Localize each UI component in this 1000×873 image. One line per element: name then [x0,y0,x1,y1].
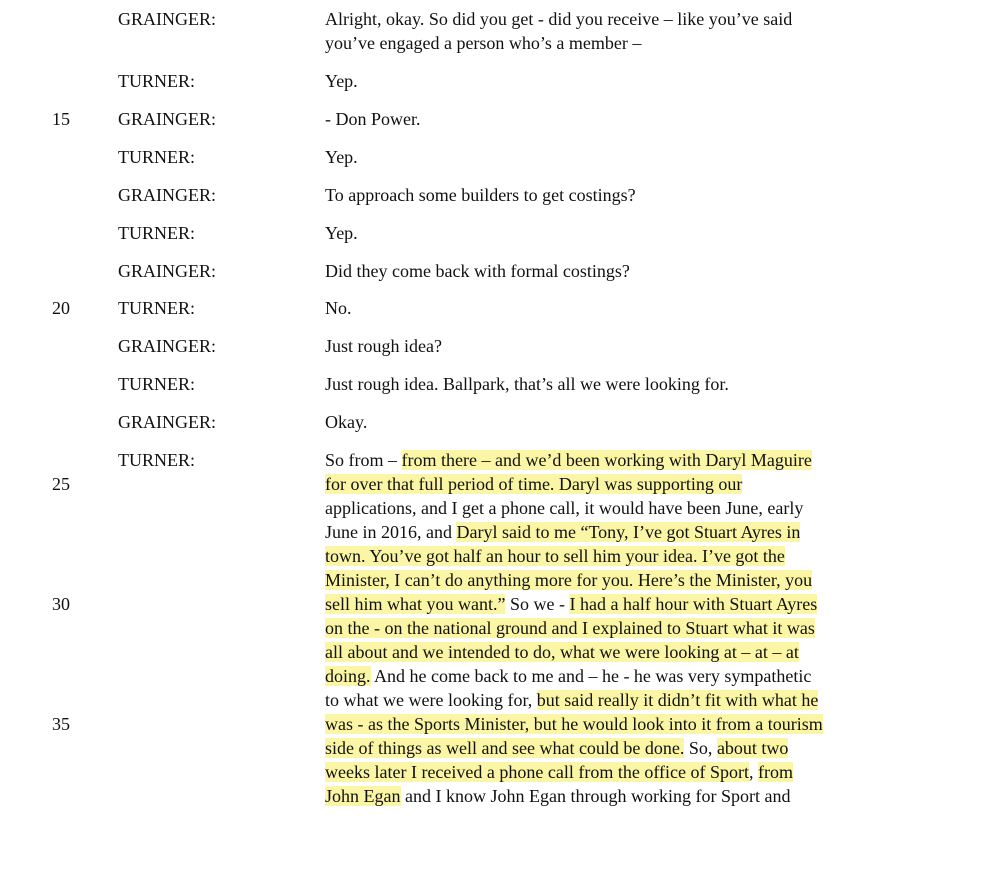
highlighted-text: was - as the Sports Minister, but he would look into it from a tourism [325,714,823,734]
speech-line [325,544,925,568]
highlighted-text: but said really it didn’t fit with what he [536,690,819,710]
speech-line [325,31,925,55]
highlighted-text: Minister, I can’t do anything more for you. Here’s the Minister, you [325,570,813,590]
line-number: 35 [52,714,70,734]
speech-line [325,7,925,31]
highlighted-text: for over that full period of time. Daryl was supporting our [325,474,743,494]
speech-line [325,640,925,664]
speaker-label: TURNER: [118,223,196,243]
speech-line [325,221,925,245]
speaker-label: GRAINGER: [118,412,216,432]
highlighted-text: I had a half hour with Stuart Ayres [569,594,818,614]
highlighted-text: from there – and we’d been working with Daryl Maguire [401,450,812,470]
line-number: 25 [52,474,70,494]
text-segment: Okay. [325,412,368,432]
text-segment: Yep. [325,223,358,243]
highlighted-text: about two [716,738,789,758]
text-segment: Just rough idea? [325,336,442,356]
text-segment: and I know John Egan through working for Sport and [400,786,791,806]
text-segment: - Don Power. [325,109,421,129]
speech-text [325,259,925,283]
highlighted-text: from [757,762,793,782]
line-number: 15 [52,109,70,129]
speech-line [325,712,925,736]
speaker-label: GRAINGER: [118,109,216,129]
text-segment: you’ve engaged a person who’s a member – [325,33,642,53]
speaker-label: TURNER: [118,147,196,167]
speech-text [325,372,925,396]
highlighted-text: John Egan [325,786,401,806]
highlighted-text: on the - on the national ground and I explained to Stuart what it was [325,618,815,638]
speech-text [325,410,925,434]
speaker-label: GRAINGER: [118,185,216,205]
speaker-label: GRAINGER: [118,261,216,281]
speaker-label: GRAINGER: [118,9,216,29]
speech-line [325,496,925,520]
text-segment: June in 2016, and [325,522,457,542]
text-segment: So we - [505,594,570,614]
line-number: 30 [52,594,70,614]
text-segment: To approach some builders to get costings? [325,185,636,205]
text-segment: applications, and I get a phone call, it would have been June, early [325,498,804,518]
speech-line [325,784,925,808]
speech-line [325,372,925,396]
text-segment: Just rough idea. Ballpark, that’s all we were looking for. [325,374,729,394]
text-segment: Yep. [325,71,358,91]
text-segment: So, [684,738,717,758]
line-number: 20 [52,298,70,318]
text-segment: , [748,762,758,782]
speech-text [325,448,925,808]
text-segment: And he come back to me and – he - he was very sympathetic [370,666,812,686]
speech-line [325,616,925,640]
text-segment: to what we were looking for, [325,690,537,710]
speech-line [325,410,925,434]
speech-line [325,296,925,320]
highlighted-text: side of things as well and see what could be done. [325,738,685,758]
text-segment: Yep. [325,147,358,167]
speech-line [325,69,925,93]
highlighted-text: sell him what you want.” [325,594,506,614]
speech-line [325,736,925,760]
speech-line [325,664,925,688]
speaker-label: TURNER: [118,374,196,394]
highlighted-text: Daryl said to me “Tony, I’ve got Stuart Ayres in [456,522,801,542]
text-segment: Did they come back with formal costings? [325,261,630,281]
text-segment: No. [325,298,352,318]
speech-line [325,334,925,358]
speech-line [325,592,925,616]
speech-line [325,760,925,784]
speech-line [325,520,925,544]
speaker-label: TURNER: [118,71,196,91]
highlighted-text: doing. [325,666,371,686]
speech-text [325,221,925,245]
speech-text [325,107,925,131]
speech-line [325,107,925,131]
highlighted-text: all about and we intended to do, what we were looking at – at – at [325,642,799,662]
speech-text [325,7,925,55]
text-segment: Alright, okay. So did you get - did you receive – like you’ve said [325,9,793,29]
speech-text [325,69,925,93]
speaker-label: TURNER: [118,450,196,470]
speech-line [325,145,925,169]
speech-line [325,568,925,592]
speech-text [325,183,925,207]
speech-line [325,259,925,283]
speech-line [325,688,925,712]
text-segment: So from – [325,450,402,470]
speaker-label: TURNER: [118,298,196,318]
speech-text [325,145,925,169]
highlighted-text: weeks later I received a phone call from the office of Sport [325,762,749,782]
speech-text [325,334,925,358]
highlighted-text: town. You’ve got half an hour to sell him your idea. I’ve got the [325,546,785,566]
speaker-label: GRAINGER: [118,336,216,356]
speech-line [325,448,925,472]
speech-text [325,296,925,320]
speech-line [325,183,925,207]
speech-line [325,472,925,496]
